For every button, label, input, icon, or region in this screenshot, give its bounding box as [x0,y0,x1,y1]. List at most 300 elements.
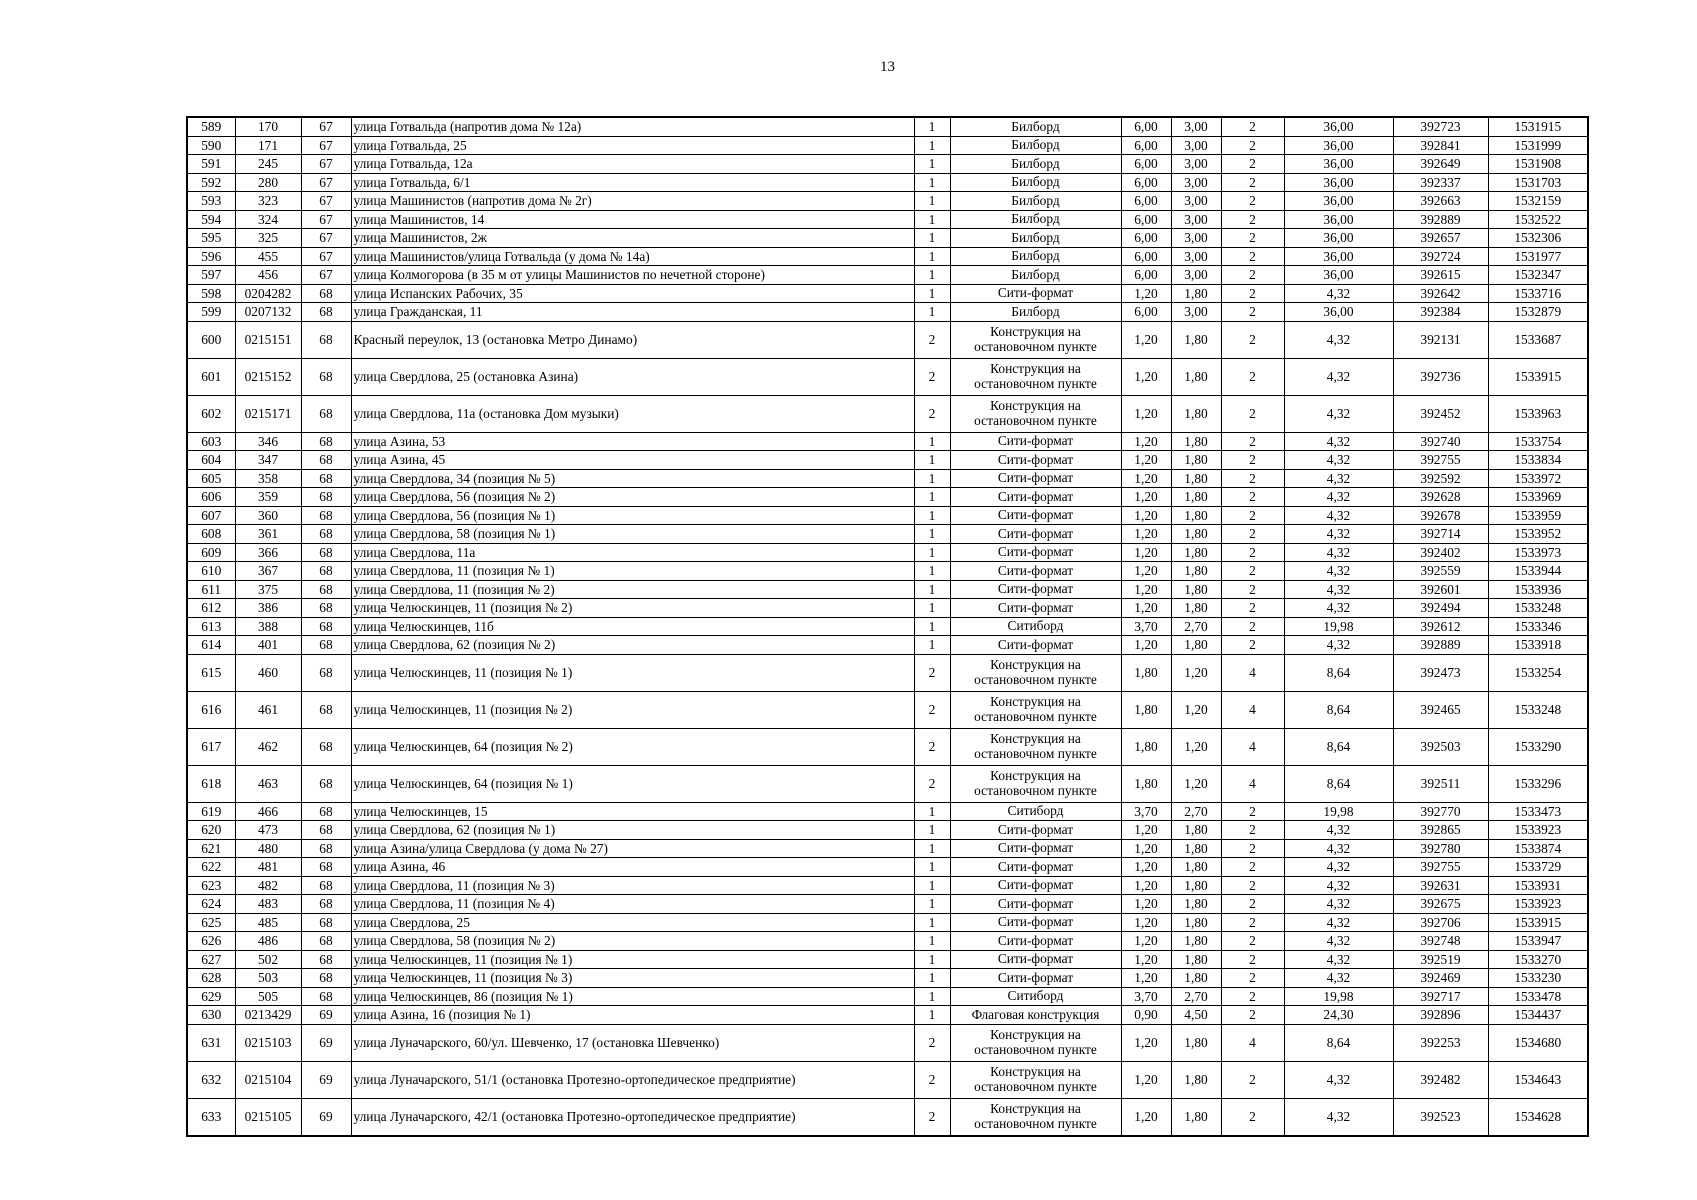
cell-coord-y: 1533959 [1488,506,1588,525]
cell-structure-type: Сити-формат [950,821,1121,840]
cell-row-number: 623 [187,876,235,895]
cell-coord-x: 392519 [1393,950,1488,969]
cell-coord-y: 1533346 [1488,617,1588,636]
cell-count: 1 [914,155,950,174]
cell-coord-x: 392889 [1393,636,1488,655]
cell-address: улица Готвальда, 12а [351,155,914,174]
cell-sides: 2 [1221,451,1284,470]
cell-height: 3,00 [1171,155,1221,174]
cell-zone-number: 68 [301,580,351,599]
table-row [187,432,1588,451]
cell-row-number: 597 [187,266,235,285]
cell-row-number: 592 [187,173,235,192]
table-row [187,469,1588,488]
cell-structure-type: Сити-формат [950,580,1121,599]
cell-width: 1,80 [1121,728,1171,765]
cell-area: 36,00 [1284,247,1393,266]
cell-sides: 2 [1221,969,1284,988]
cell-structure-code: 386 [235,599,301,618]
table-row [187,1024,1588,1061]
cell-structure-code: 0213429 [235,1006,301,1025]
cell-structure-type: Билборд [950,192,1121,211]
cell-structure-code: 0215105 [235,1098,301,1136]
cell-coord-x: 392865 [1393,821,1488,840]
cell-row-number: 590 [187,136,235,155]
cell-area: 4,32 [1284,321,1393,358]
cell-count: 2 [914,654,950,691]
cell-count: 1 [914,229,950,248]
cell-area: 4,32 [1284,525,1393,544]
cell-coord-x: 392657 [1393,229,1488,248]
cell-structure-type: Сити-формат [950,969,1121,988]
cell-coord-y: 1533952 [1488,525,1588,544]
cell-area: 4,32 [1284,821,1393,840]
cell-row-number: 595 [187,229,235,248]
cell-count: 1 [914,617,950,636]
cell-coord-x: 392706 [1393,913,1488,932]
cell-count: 1 [914,432,950,451]
cell-height: 1,20 [1171,654,1221,691]
cell-structure-code: 0215103 [235,1024,301,1061]
cell-row-number: 631 [187,1024,235,1061]
cell-sides: 2 [1221,987,1284,1006]
cell-count: 1 [914,210,950,229]
cell-zone-number: 68 [301,525,351,544]
cell-coord-x: 392473 [1393,654,1488,691]
cell-width: 1,80 [1121,691,1171,728]
cell-address: улица Челюскинцев, 86 (позиция № 1) [351,987,914,1006]
cell-structure-type: Билборд [950,173,1121,192]
cell-area: 8,64 [1284,1024,1393,1061]
cell-zone-number: 69 [301,1061,351,1098]
cell-address: улица Челюскинцев, 11 (позиция № 3) [351,969,914,988]
cell-count: 1 [914,284,950,303]
cell-coord-y: 1532347 [1488,266,1588,285]
cell-structure-code: 460 [235,654,301,691]
cell-coord-y: 1533915 [1488,913,1588,932]
cell-structure-type: Ситиборд [950,617,1121,636]
cell-structure-code: 473 [235,821,301,840]
cell-zone-number: 69 [301,1006,351,1025]
cell-structure-code: 280 [235,173,301,192]
cell-area: 4,32 [1284,469,1393,488]
cell-structure-code: 486 [235,932,301,951]
cell-sides: 2 [1221,821,1284,840]
cell-structure-type: Конструкция на остановочном пункте [950,1098,1121,1136]
cell-area: 4,32 [1284,913,1393,932]
cell-structure-type: Сити-формат [950,469,1121,488]
cell-coord-y: 1534628 [1488,1098,1588,1136]
cell-structure-code: 388 [235,617,301,636]
cell-structure-code: 325 [235,229,301,248]
cell-height: 1,80 [1171,858,1221,877]
cell-area: 36,00 [1284,117,1393,136]
cell-structure-type: Конструкция на остановочном пункте [950,765,1121,802]
cell-count: 2 [914,765,950,802]
cell-count: 1 [914,599,950,618]
cell-zone-number: 68 [301,802,351,821]
cell-structure-code: 483 [235,895,301,914]
cell-coord-y: 1533963 [1488,395,1588,432]
cell-width: 0,90 [1121,1006,1171,1025]
cell-count: 1 [914,987,950,1006]
cell-height: 1,80 [1171,432,1221,451]
cell-area: 36,00 [1284,173,1393,192]
table-row [187,969,1588,988]
cell-width: 1,80 [1121,654,1171,691]
cell-sides: 2 [1221,469,1284,488]
cell-address: улица Свердлова, 56 (позиция № 1) [351,506,914,525]
cell-sides: 2 [1221,432,1284,451]
cell-height: 3,00 [1171,229,1221,248]
cell-coord-y: 1534643 [1488,1061,1588,1098]
cell-zone-number: 68 [301,358,351,395]
cell-zone-number: 68 [301,284,351,303]
cell-sides: 2 [1221,284,1284,303]
cell-coord-y: 1533478 [1488,987,1588,1006]
cell-coord-x: 392675 [1393,895,1488,914]
cell-sides: 2 [1221,247,1284,266]
cell-structure-type: Билборд [950,155,1121,174]
cell-address: улица Готвальда (напротив дома № 12а) [351,117,914,136]
cell-structure-code: 461 [235,691,301,728]
cell-area: 36,00 [1284,266,1393,285]
cell-structure-code: 361 [235,525,301,544]
cell-coord-y: 1531915 [1488,117,1588,136]
cell-count: 1 [914,580,950,599]
table-row [187,913,1588,932]
cell-structure-type: Сити-формат [950,543,1121,562]
cell-width: 1,20 [1121,599,1171,618]
cell-structure-code: 485 [235,913,301,932]
cell-sides: 2 [1221,895,1284,914]
cell-coord-y: 1533936 [1488,580,1588,599]
cell-area: 4,32 [1284,599,1393,618]
table-row [187,839,1588,858]
cell-width: 1,20 [1121,1098,1171,1136]
cell-area: 4,32 [1284,839,1393,858]
cell-structure-type: Билборд [950,136,1121,155]
cell-structure-type: Сити-формат [950,284,1121,303]
cell-sides: 2 [1221,932,1284,951]
cell-height: 1,80 [1171,525,1221,544]
cell-structure-type: Сити-формат [950,599,1121,618]
cell-zone-number: 67 [301,210,351,229]
cell-sides: 4 [1221,654,1284,691]
cell-address: улица Свердлова, 25 (остановка Азина) [351,358,914,395]
cell-structure-type: Конструкция на остановочном пункте [950,691,1121,728]
cell-structure-type: Сити-формат [950,876,1121,895]
cell-structure-type: Билборд [950,247,1121,266]
table-row [187,728,1588,765]
page-number: 13 [880,59,895,75]
cell-coord-y: 1531977 [1488,247,1588,266]
cell-height: 4,50 [1171,1006,1221,1025]
cell-width: 3,70 [1121,987,1171,1006]
cell-structure-code: 503 [235,969,301,988]
cell-zone-number: 68 [301,599,351,618]
cell-coord-y: 1533296 [1488,765,1588,802]
table-row [187,395,1588,432]
cell-height: 3,00 [1171,173,1221,192]
cell-width: 1,20 [1121,543,1171,562]
cell-address: улица Челюскинцев, 11б [351,617,914,636]
cell-count: 1 [914,876,950,895]
cell-count: 1 [914,839,950,858]
cell-count: 1 [914,932,950,951]
cell-area: 4,32 [1284,506,1393,525]
cell-structure-code: 0215152 [235,358,301,395]
cell-address: улица Челюскинцев, 11 (позиция № 1) [351,654,914,691]
cell-height: 3,00 [1171,192,1221,211]
cell-coord-x: 392770 [1393,802,1488,821]
cell-structure-type: Сити-формат [950,562,1121,581]
cell-height: 1,80 [1171,1024,1221,1061]
cell-count: 2 [914,358,950,395]
cell-width: 1,20 [1121,321,1171,358]
cell-area: 36,00 [1284,192,1393,211]
cell-width: 3,70 [1121,617,1171,636]
cell-sides: 2 [1221,1006,1284,1025]
cell-coord-y: 1533973 [1488,543,1588,562]
cell-coord-y: 1533754 [1488,432,1588,451]
cell-coord-x: 392469 [1393,969,1488,988]
cell-coord-y: 1533923 [1488,821,1588,840]
cell-area: 4,32 [1284,1061,1393,1098]
cell-width: 1,20 [1121,469,1171,488]
cell-structure-code: 324 [235,210,301,229]
cell-sides: 2 [1221,599,1284,618]
cell-structure-type: Сити-формат [950,506,1121,525]
cell-structure-type: Билборд [950,303,1121,322]
cell-coord-x: 392663 [1393,192,1488,211]
table-row [187,210,1588,229]
cell-structure-code: 455 [235,247,301,266]
cell-sides: 2 [1221,192,1284,211]
cell-zone-number: 68 [301,617,351,636]
cell-height: 2,70 [1171,617,1221,636]
cell-coord-y: 1533230 [1488,969,1588,988]
cell-width: 1,20 [1121,284,1171,303]
table-row [187,599,1588,618]
table-row [187,691,1588,728]
cell-sides: 2 [1221,617,1284,636]
cell-width: 1,20 [1121,358,1171,395]
cell-sides: 4 [1221,728,1284,765]
cell-sides: 2 [1221,210,1284,229]
cell-area: 19,98 [1284,987,1393,1006]
cell-area: 4,32 [1284,876,1393,895]
cell-width: 1,20 [1121,432,1171,451]
cell-sides: 2 [1221,488,1284,507]
cell-structure-code: 0215104 [235,1061,301,1098]
cell-coord-x: 392337 [1393,173,1488,192]
cell-row-number: 626 [187,932,235,951]
cell-sides: 2 [1221,303,1284,322]
cell-structure-code: 0204282 [235,284,301,303]
cell-width: 6,00 [1121,173,1171,192]
cell-coord-y: 1533729 [1488,858,1588,877]
cell-count: 1 [914,821,950,840]
cell-count: 1 [914,562,950,581]
cell-width: 1,20 [1121,562,1171,581]
cell-width: 1,20 [1121,395,1171,432]
cell-width: 6,00 [1121,192,1171,211]
cell-sides: 2 [1221,543,1284,562]
cell-height: 3,00 [1171,303,1221,322]
cell-row-number: 617 [187,728,235,765]
cell-row-number: 619 [187,802,235,821]
cell-width: 1,20 [1121,1061,1171,1098]
cell-address: улица Челюскинцев, 15 [351,802,914,821]
cell-coord-x: 392494 [1393,599,1488,618]
cell-count: 1 [914,117,950,136]
cell-count: 1 [914,636,950,655]
cell-count: 1 [914,303,950,322]
cell-coord-x: 392896 [1393,1006,1488,1025]
cell-width: 1,20 [1121,580,1171,599]
cell-height: 1,80 [1171,488,1221,507]
cell-coord-x: 392631 [1393,876,1488,895]
cell-row-number: 591 [187,155,235,174]
cell-structure-type: Сити-формат [950,913,1121,932]
cell-width: 1,20 [1121,506,1171,525]
cell-coord-x: 392889 [1393,210,1488,229]
cell-address: улица Испанских Рабочих, 35 [351,284,914,303]
cell-zone-number: 68 [301,969,351,988]
cell-structure-code: 360 [235,506,301,525]
cell-coord-x: 392740 [1393,432,1488,451]
cell-area: 4,32 [1284,562,1393,581]
cell-sides: 2 [1221,562,1284,581]
cell-coord-x: 392503 [1393,728,1488,765]
cell-zone-number: 68 [301,691,351,728]
cell-height: 3,00 [1171,247,1221,266]
cell-coord-x: 392841 [1393,136,1488,155]
cell-area: 4,32 [1284,950,1393,969]
cell-row-number: 599 [187,303,235,322]
cell-row-number: 601 [187,358,235,395]
cell-coord-y: 1533915 [1488,358,1588,395]
cell-structure-code: 481 [235,858,301,877]
table-row [187,192,1588,211]
cell-coord-x: 392755 [1393,451,1488,470]
cell-coord-x: 392384 [1393,303,1488,322]
advertising-structures-table [186,116,1589,1137]
cell-coord-y: 1533969 [1488,488,1588,507]
cell-coord-y: 1533923 [1488,895,1588,914]
cell-row-number: 615 [187,654,235,691]
cell-zone-number: 68 [301,543,351,562]
cell-row-number: 598 [187,284,235,303]
cell-row-number: 625 [187,913,235,932]
cell-coord-x: 392628 [1393,488,1488,507]
cell-height: 1,80 [1171,895,1221,914]
cell-address: улица Свердлова, 25 [351,913,914,932]
cell-address: улица Свердлова, 11 (позиция № 1) [351,562,914,581]
cell-row-number: 614 [187,636,235,655]
table-row [187,654,1588,691]
cell-width: 1,80 [1121,765,1171,802]
cell-coord-y: 1533270 [1488,950,1588,969]
cell-area: 8,64 [1284,728,1393,765]
cell-coord-x: 392592 [1393,469,1488,488]
cell-coord-y: 1532879 [1488,303,1588,322]
cell-sides: 2 [1221,950,1284,969]
cell-count: 1 [914,1006,950,1025]
cell-zone-number: 67 [301,247,351,266]
cell-address: улица Свердлова, 58 (позиция № 2) [351,932,914,951]
cell-area: 4,32 [1284,488,1393,507]
table-body [187,117,1588,1136]
cell-coord-y: 1532159 [1488,192,1588,211]
cell-coord-y: 1534437 [1488,1006,1588,1025]
cell-height: 1,80 [1171,580,1221,599]
cell-height: 2,70 [1171,987,1221,1006]
cell-height: 1,80 [1171,395,1221,432]
cell-area: 4,32 [1284,395,1393,432]
cell-width: 1,20 [1121,858,1171,877]
cell-structure-code: 323 [235,192,301,211]
cell-coord-x: 392748 [1393,932,1488,951]
cell-row-number: 622 [187,858,235,877]
cell-width: 1,20 [1121,913,1171,932]
cell-structure-code: 466 [235,802,301,821]
cell-count: 1 [914,173,950,192]
cell-sides: 2 [1221,913,1284,932]
cell-count: 1 [914,506,950,525]
cell-coord-x: 392131 [1393,321,1488,358]
cell-area: 4,32 [1284,284,1393,303]
cell-address: улица Свердлова, 34 (позиция № 5) [351,469,914,488]
cell-width: 1,20 [1121,839,1171,858]
cell-row-number: 608 [187,525,235,544]
cell-structure-code: 171 [235,136,301,155]
cell-structure-code: 462 [235,728,301,765]
cell-structure-code: 480 [235,839,301,858]
cell-count: 1 [914,469,950,488]
cell-width: 1,20 [1121,969,1171,988]
cell-structure-type: Конструкция на остановочном пункте [950,1024,1121,1061]
cell-structure-code: 502 [235,950,301,969]
cell-address: улица Машинистов, 14 [351,210,914,229]
table-row [187,117,1588,136]
cell-address: улица Машинистов, 2ж [351,229,914,248]
cell-structure-type: Билборд [950,229,1121,248]
cell-structure-code: 245 [235,155,301,174]
cell-area: 4,32 [1284,432,1393,451]
cell-row-number: 600 [187,321,235,358]
cell-row-number: 632 [187,1061,235,1098]
table-row [187,1061,1588,1098]
cell-row-number: 596 [187,247,235,266]
cell-structure-code: 401 [235,636,301,655]
cell-structure-code: 0215171 [235,395,301,432]
cell-sides: 2 [1221,1061,1284,1098]
table-row [187,562,1588,581]
cell-coord-x: 392523 [1393,1098,1488,1136]
cell-address: улица Свердлова, 11 (позиция № 2) [351,580,914,599]
cell-height: 1,80 [1171,876,1221,895]
cell-area: 4,32 [1284,636,1393,655]
cell-coord-x: 392559 [1393,562,1488,581]
cell-row-number: 629 [187,987,235,1006]
cell-zone-number: 67 [301,266,351,285]
cell-sides: 2 [1221,802,1284,821]
cell-zone-number: 68 [301,654,351,691]
table-row [187,895,1588,914]
cell-height: 3,00 [1171,266,1221,285]
